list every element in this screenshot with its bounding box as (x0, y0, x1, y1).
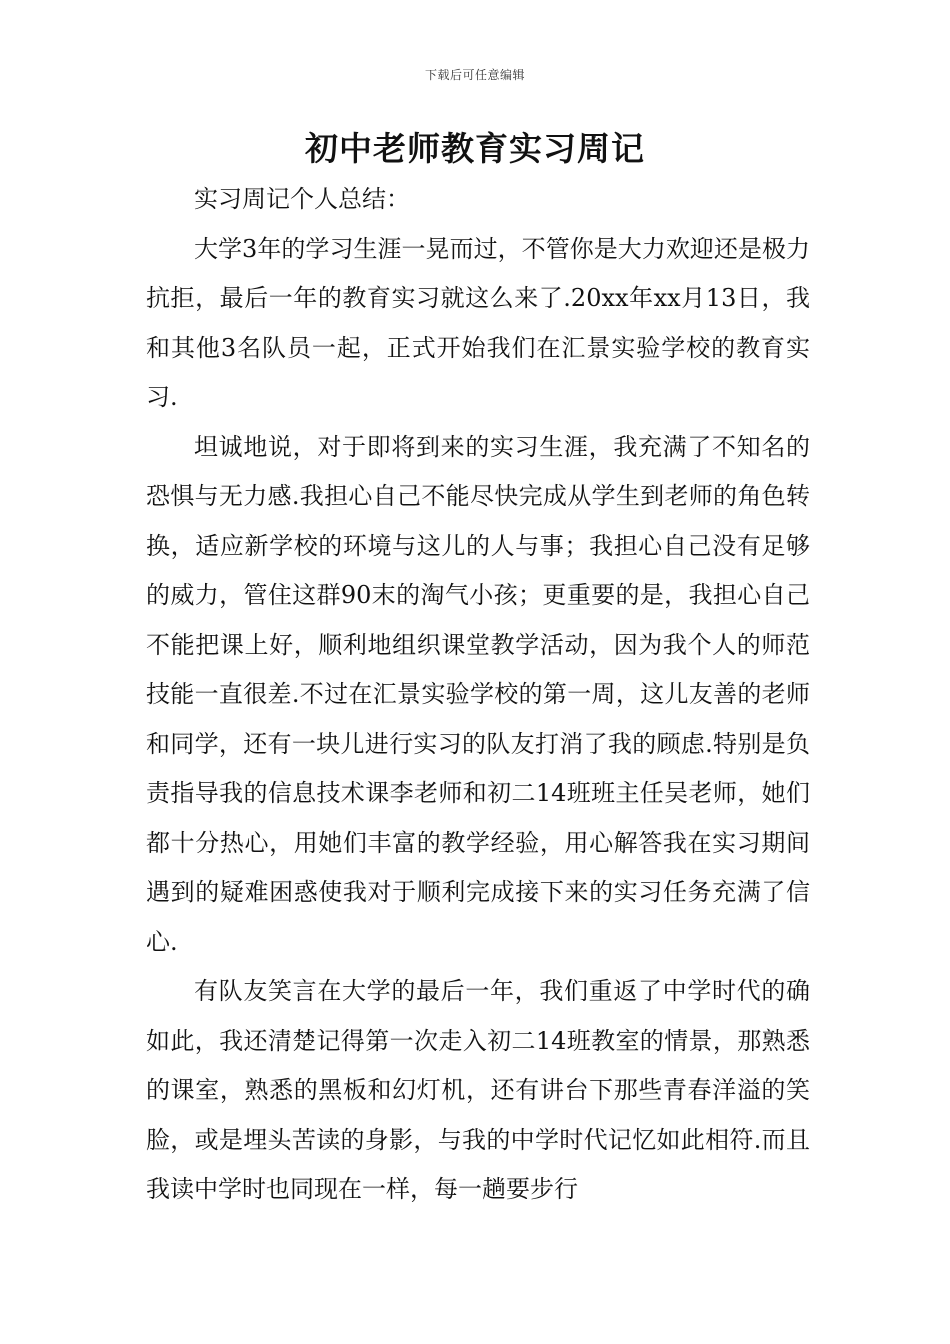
document-body (146, 175, 810, 1215)
paragraph-2: 坦诚地说，对于即将到来的实习生涯，我充满了不知名的恐惧与无力感.我担心自己不能尽快完成从学生到老师的角色转换，适应新学校的环境与这儿的人与事；我担心自己没有足够的威力，管住这群90末的淘气小孩；更重要的是，我担心自己不能把课上好，顺利地组织课堂教学活动，因为我个人的师范技能一直很差.不过在汇景实验学校的第一周，这儿友善的老师和同学，还有一块儿进行实习的队友打消了我的顾虑.特别是负责指导我的信息技术课李老师和初二14班班主任吴老师，她们都十分热心，用她们丰富的教学经验，用心解答我在实习期间遇到的疑难困惑使我对于顺利完成接下来的实习任务充满了信心. (146, 432, 810, 956)
paragraph-3: 有队友笑言在大学的最后一年，我们重返了中学时代的确如此，我还清楚记得第一次走入初二14班教室的情景，那熟悉的课室，熟悉的黑板和幻灯机，还有讲台下那些青春洋溢的笑脸，或是埋头苦读的身影，与我的中学时代记忆如此相符.而且我读中学时也同现在一样，每一趟要步行 (146, 977, 810, 1203)
section-heading: 实习周记个人总结： (194, 185, 410, 213)
paragraph-1: 大学3年的学习生涯一晃而过，不管你是大力欢迎还是极力抗拒，最后一年的教育实习就这么来了.20xx年xx月13日，我和其他3名队员一起，正式开始我们在汇景实验学校的教育实习. (146, 234, 810, 411)
document-title: 初中老师教育实习周记 (305, 129, 645, 168)
page-header-note: 下载后可任意编辑 (424, 68, 525, 82)
